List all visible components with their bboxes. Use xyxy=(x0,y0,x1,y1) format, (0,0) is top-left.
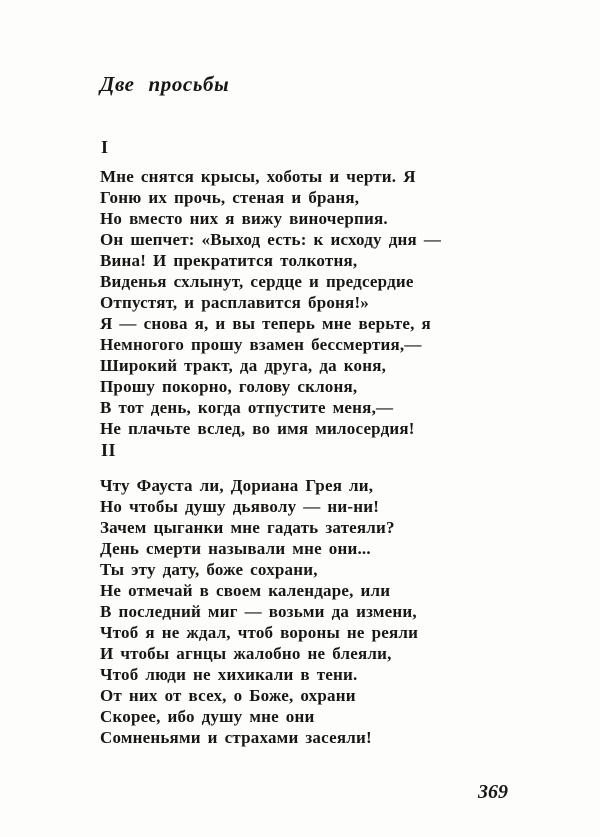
poem-line: Но вместо них я вижу виночерпия. xyxy=(100,209,388,228)
poem-line: Не плачьте вслед, во имя милосердия! xyxy=(100,419,415,438)
section-numeral-1: I xyxy=(101,137,109,157)
poem-line: Мне снятся крысы, хоботы и черти. Я xyxy=(100,167,416,186)
poem-line: Не отмечай в своем календаре, или xyxy=(100,581,391,600)
poem-title: Две просьбы xyxy=(100,72,230,96)
poem-line: И чтобы агнцы жалобно не блеяли, xyxy=(100,644,392,663)
poem-line: Чту Фауста ли, Дориана Грея ли, xyxy=(100,476,374,495)
poem-line: Чтоб я не ждал, чтоб вороны не реяли xyxy=(100,623,419,642)
poem-line: Чтоб люди не хихикали в тени. xyxy=(100,665,358,684)
poem-line: Гоню их прочь, стеная и браня, xyxy=(100,188,360,207)
page-number: 369 xyxy=(478,781,508,803)
poem-line: От них от всех, о Боже, охрани xyxy=(100,686,356,705)
poem-line: Он шепчет: «Выход есть: к исходу дня — xyxy=(100,230,442,249)
poem-line: Отпустят, и расплавится броня!» xyxy=(100,293,369,312)
poem-line: Прошу покорно, голову склоня, xyxy=(100,377,358,396)
poem-line: Скорее, ибо душу мне они xyxy=(100,707,315,726)
poem-line: Сомненьями и страхами засеяли! xyxy=(100,728,372,747)
poem-line: Немногого прошу взамен бессмертия,— xyxy=(100,335,422,354)
stanza-1 xyxy=(100,166,512,439)
poem-line: Широкий тракт, да друга, да коня, xyxy=(100,356,387,375)
section-numeral-2: II xyxy=(101,440,117,460)
poem-line: Я — снова я, и вы теперь мне верьте, я xyxy=(100,314,431,333)
poem-line: В тот день, когда отпустите меня,— xyxy=(100,398,394,417)
poem-line: Виденья схлынут, сердце и предсердие xyxy=(100,272,414,291)
poem-line: В последний миг — возьми да измени, xyxy=(100,602,417,621)
stanza-2 xyxy=(100,475,512,748)
poem-line: Но чтобы душу дьяволу — ни-ни! xyxy=(100,497,380,516)
poem-line: День смерти называли мне они... xyxy=(100,539,371,558)
poem-line: Ты эту дату, боже сохрани, xyxy=(100,560,318,579)
poem-line: Зачем цыганки мне гадать затеяли? xyxy=(100,518,395,537)
poem-line: Вина! И прекратится толкотня, xyxy=(100,251,358,270)
